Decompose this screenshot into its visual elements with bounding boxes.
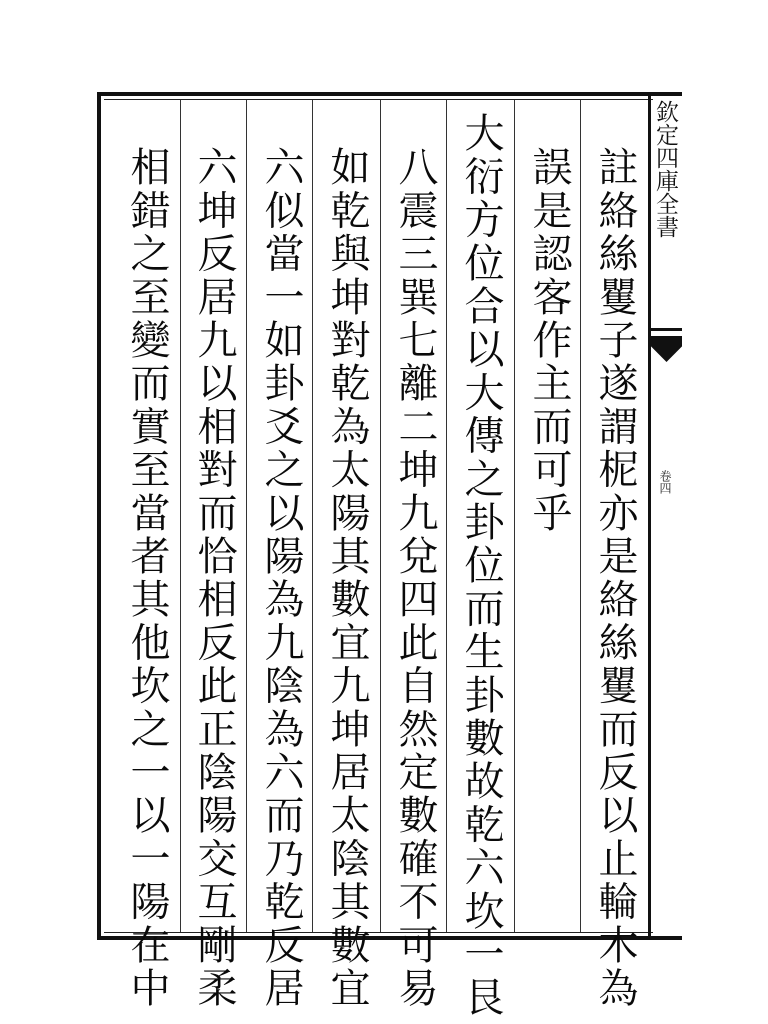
- column-rule: [180, 100, 181, 932]
- column-rule: [514, 100, 515, 932]
- text-column-5: 如乾與坤對乾為太陽其數宜九坤居太陰其數宜: [324, 146, 370, 1010]
- volume-label: 卷四: [658, 470, 672, 494]
- column-rule: [446, 100, 447, 932]
- text-column-7: 六坤反居九以相對而恰相反此正陰陽交互剛柔: [191, 146, 237, 1010]
- text-column-3: 大衍方位合以大傳之卦位而生卦數故乾六坎一艮: [458, 112, 504, 1020]
- text-column-6: 六似當一如卦爻之以陽為九陰為六而乃乾反居: [258, 146, 304, 1010]
- column-rule: [380, 100, 381, 932]
- fish-tail-rule: [651, 328, 682, 331]
- book-title: 欽定四庫全書: [652, 100, 678, 238]
- column-rule: [246, 100, 247, 932]
- text-column-1: 註絡絲矍子遂謂柅亦是絡絲矍而反以止輪木為: [592, 146, 638, 1010]
- text-column-4: 八震三巽七離二坤九兌四此自然定數確不可易: [392, 146, 438, 1010]
- column-rule: [312, 100, 313, 932]
- column-rule: [580, 100, 581, 932]
- text-column-2: 誤是認客作主而可乎: [526, 146, 572, 535]
- fish-tail-mark: [651, 336, 682, 362]
- text-column-8: 相錯之至變而實至當者其他坎之一以一陽在中: [124, 146, 170, 1010]
